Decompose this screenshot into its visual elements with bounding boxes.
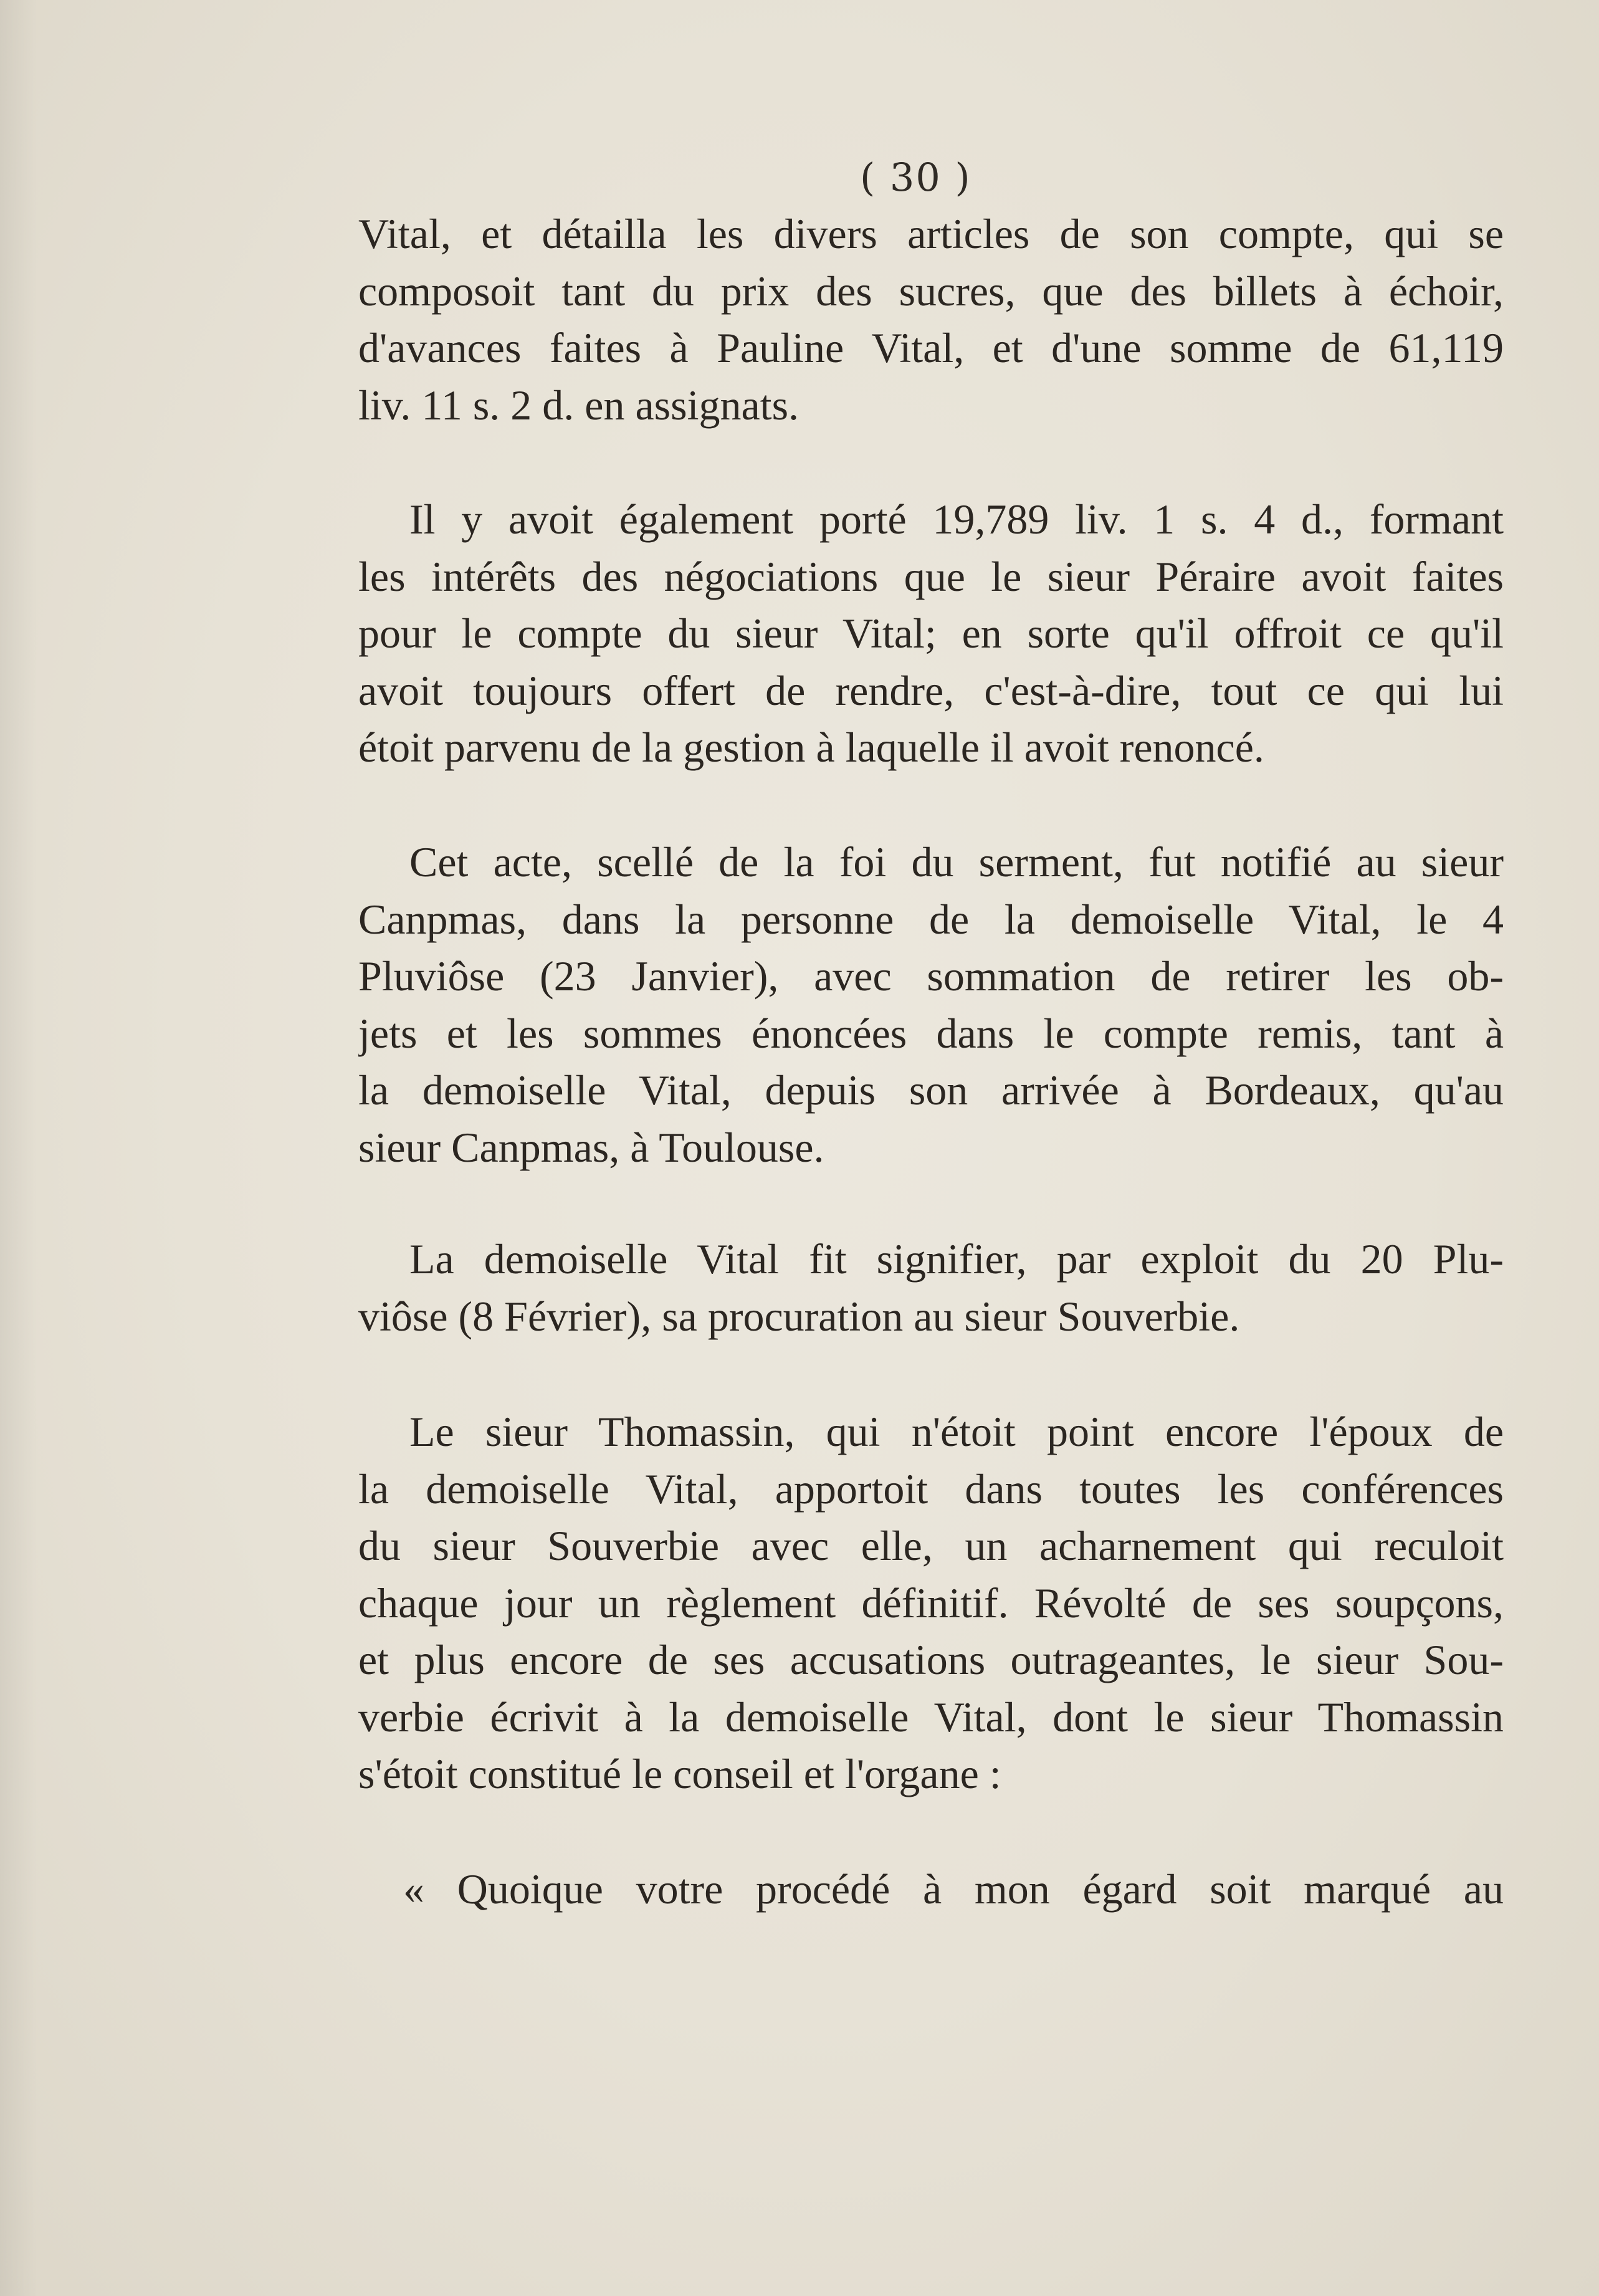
text-line: pour le compte du sieur Vital; en sorte qu'il offroit ce qu'il — [358, 610, 1504, 657]
text-line: étoit parvenu de la gestion à laquelle il avoit renoncé. — [358, 724, 1264, 771]
text-line: verbie écrivit à la demoiselle Vital, dont le sieur Thomassin — [358, 1693, 1504, 1741]
text-line: du sieur Souverbie avec elle, un acharnement qui reculoit — [358, 1522, 1504, 1569]
text-line: Canpmas, dans la personne de la demoiselle Vital, le 4 — [358, 895, 1504, 943]
text-line: les intérêts des négociations que le sieur Péraire avoit faites — [358, 552, 1504, 600]
text-line: sieur Canpmas, à Toulouse. — [358, 1123, 824, 1171]
paragraph-6 — [358, 1861, 1504, 1918]
text-line: Le sieur Thomassin, qui n'étoit point encore l'époux de — [409, 1408, 1504, 1455]
text-line: Vital, et détailla les divers articles de son compte, qui se — [358, 210, 1504, 257]
text-line: Il y avoit également porté 19,789 liv. 1 s. 4 d., formant — [409, 495, 1504, 543]
text-line: composoit tant du prix des sucres, que des billets à échoir, — [358, 267, 1504, 315]
text-line: jets et les sommes énoncées dans le compte remis, tant à — [358, 1009, 1504, 1057]
text-line: liv. 11 s. 2 d. en assignats. — [358, 381, 800, 429]
text-line: d'avances faites à Pauline Vital, et d'une somme de 61,119 — [358, 324, 1504, 371]
text-line: viôse (8 Février), sa procuration au sieur Souverbie. — [358, 1292, 1240, 1340]
text-line: « Quoique votre procédé à mon égard soit marqué au — [403, 1865, 1504, 1913]
text-line: et plus encore de ses accusations outrageantes, le sieur Sou- — [358, 1636, 1504, 1683]
paragraph-5 — [358, 1404, 1504, 1803]
text-line: la demoiselle Vital, depuis son arrivée à Bordeaux, qu'au — [358, 1066, 1504, 1114]
paragraph-4 — [358, 1231, 1504, 1345]
text-line: Pluviôse (23 Janvier), avec sommation de retirer les ob- — [358, 952, 1504, 1000]
paragraph-1 — [358, 206, 1504, 434]
text-line: La demoiselle Vital fit signifier, par exploit du 20 Plu- — [409, 1235, 1504, 1283]
text-line: la demoiselle Vital, apportoit dans toutes les conférences — [358, 1465, 1504, 1513]
page-edge-shadow — [0, 0, 37, 2296]
text-line: chaque jour un règlement définitif. Révolté de ses soupçons, — [358, 1579, 1504, 1627]
text-line: Cet acte, scellé de la foi du serment, fut notifié au sieur — [409, 838, 1504, 886]
page-number: ( 30 ) — [860, 155, 971, 200]
text-line: s'étoit constitué le conseil et l'organe : — [358, 1750, 1001, 1797]
paragraph-2 — [358, 491, 1504, 777]
text-line: avoit toujours offert de rendre, c'est-à-dire, tout ce qui lui — [358, 666, 1504, 714]
paragraph-3 — [358, 834, 1504, 1176]
